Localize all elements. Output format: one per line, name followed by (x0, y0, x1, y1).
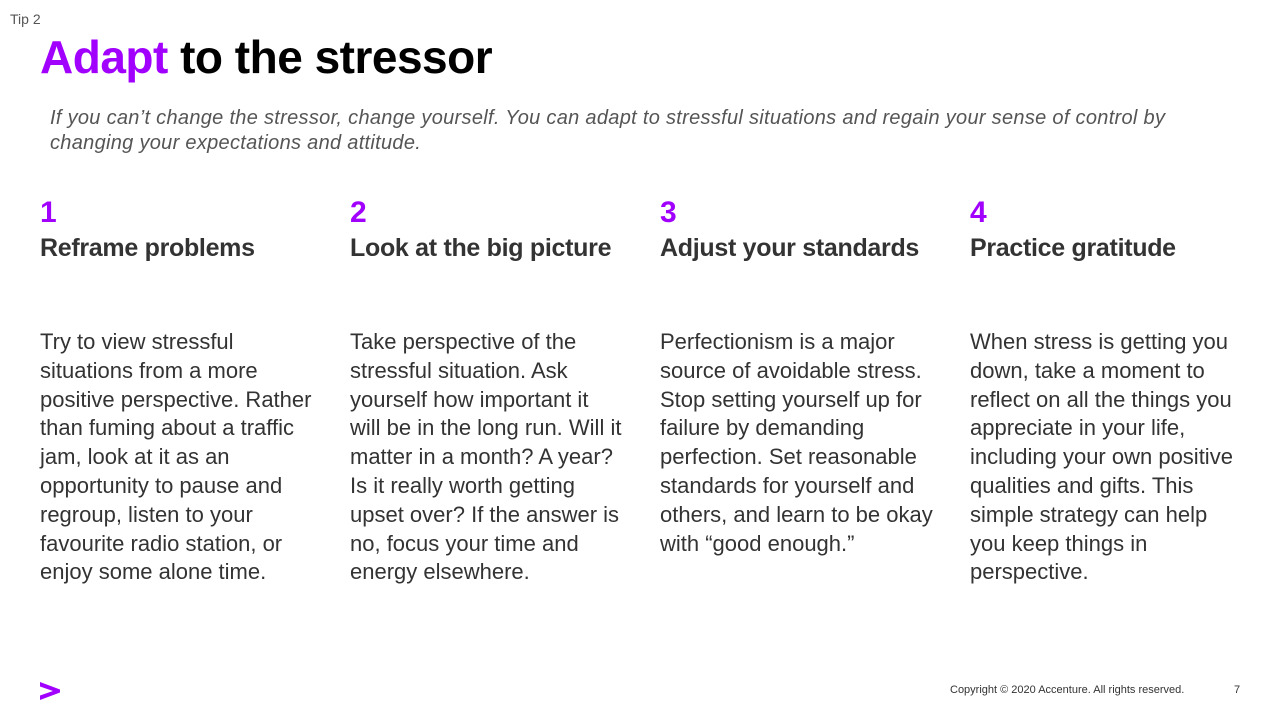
column-number: 1 (40, 196, 57, 229)
tip-column-1 (40, 196, 315, 587)
column-number: 2 (350, 196, 367, 229)
column-heading: Look at the big picture (350, 234, 612, 262)
column-heading: Adjust your standards (660, 234, 920, 262)
tip-column-2 (350, 196, 625, 587)
column-body: Perfectionism is a major source of avoidable stress. Stop setting yourself up for failure by demanding perfection. Set reasonable standards for yourself and others, and learn to be okay with “good enough.” (660, 329, 933, 556)
column-number: 3 (660, 196, 677, 229)
column-number: 4 (970, 196, 987, 229)
column-body: When stress is getting you down, take a moment to reflect on all the things you appreciate in your life, including your own positive qualities and gifts. This simple strategy can help you keep things in perspective. (970, 329, 1233, 585)
tip-column-3 (660, 196, 935, 558)
column-body: Take perspective of the stressful situation. Ask yourself how important it will be in the long run. Will it matter in a month? A year? Is it really worth getting upset over? If the answer is no, focus your time and energy elsewhere. (350, 329, 622, 585)
page-title (40, 30, 492, 84)
column-heading: Practice gratitude (970, 234, 1176, 262)
page-number: 7 (1234, 684, 1241, 696)
subtitle: If you can’t change the stressor, change yourself. You can adapt to stressful situations and regain your sense of control by changing your expectations and attitude. (50, 107, 1166, 154)
accenture-chevron-icon (38, 680, 62, 702)
tip-column-4 (970, 196, 1245, 587)
tip-label: Tip 2 (10, 11, 41, 27)
copyright-notice: Copyright © 2020 Accenture. All rights reserved. (950, 684, 1185, 696)
column-heading: Reframe problems (40, 234, 255, 262)
title-accent: Adapt (40, 31, 168, 83)
column-body: Try to view stressful situations from a more positive perspective. Rather than fuming about a traffic jam, look at it as an opportunity to pause and regroup, listen to your favourite radio station, or enjoy some alone time. (40, 329, 312, 585)
title-rest: to the stressor (167, 31, 493, 83)
